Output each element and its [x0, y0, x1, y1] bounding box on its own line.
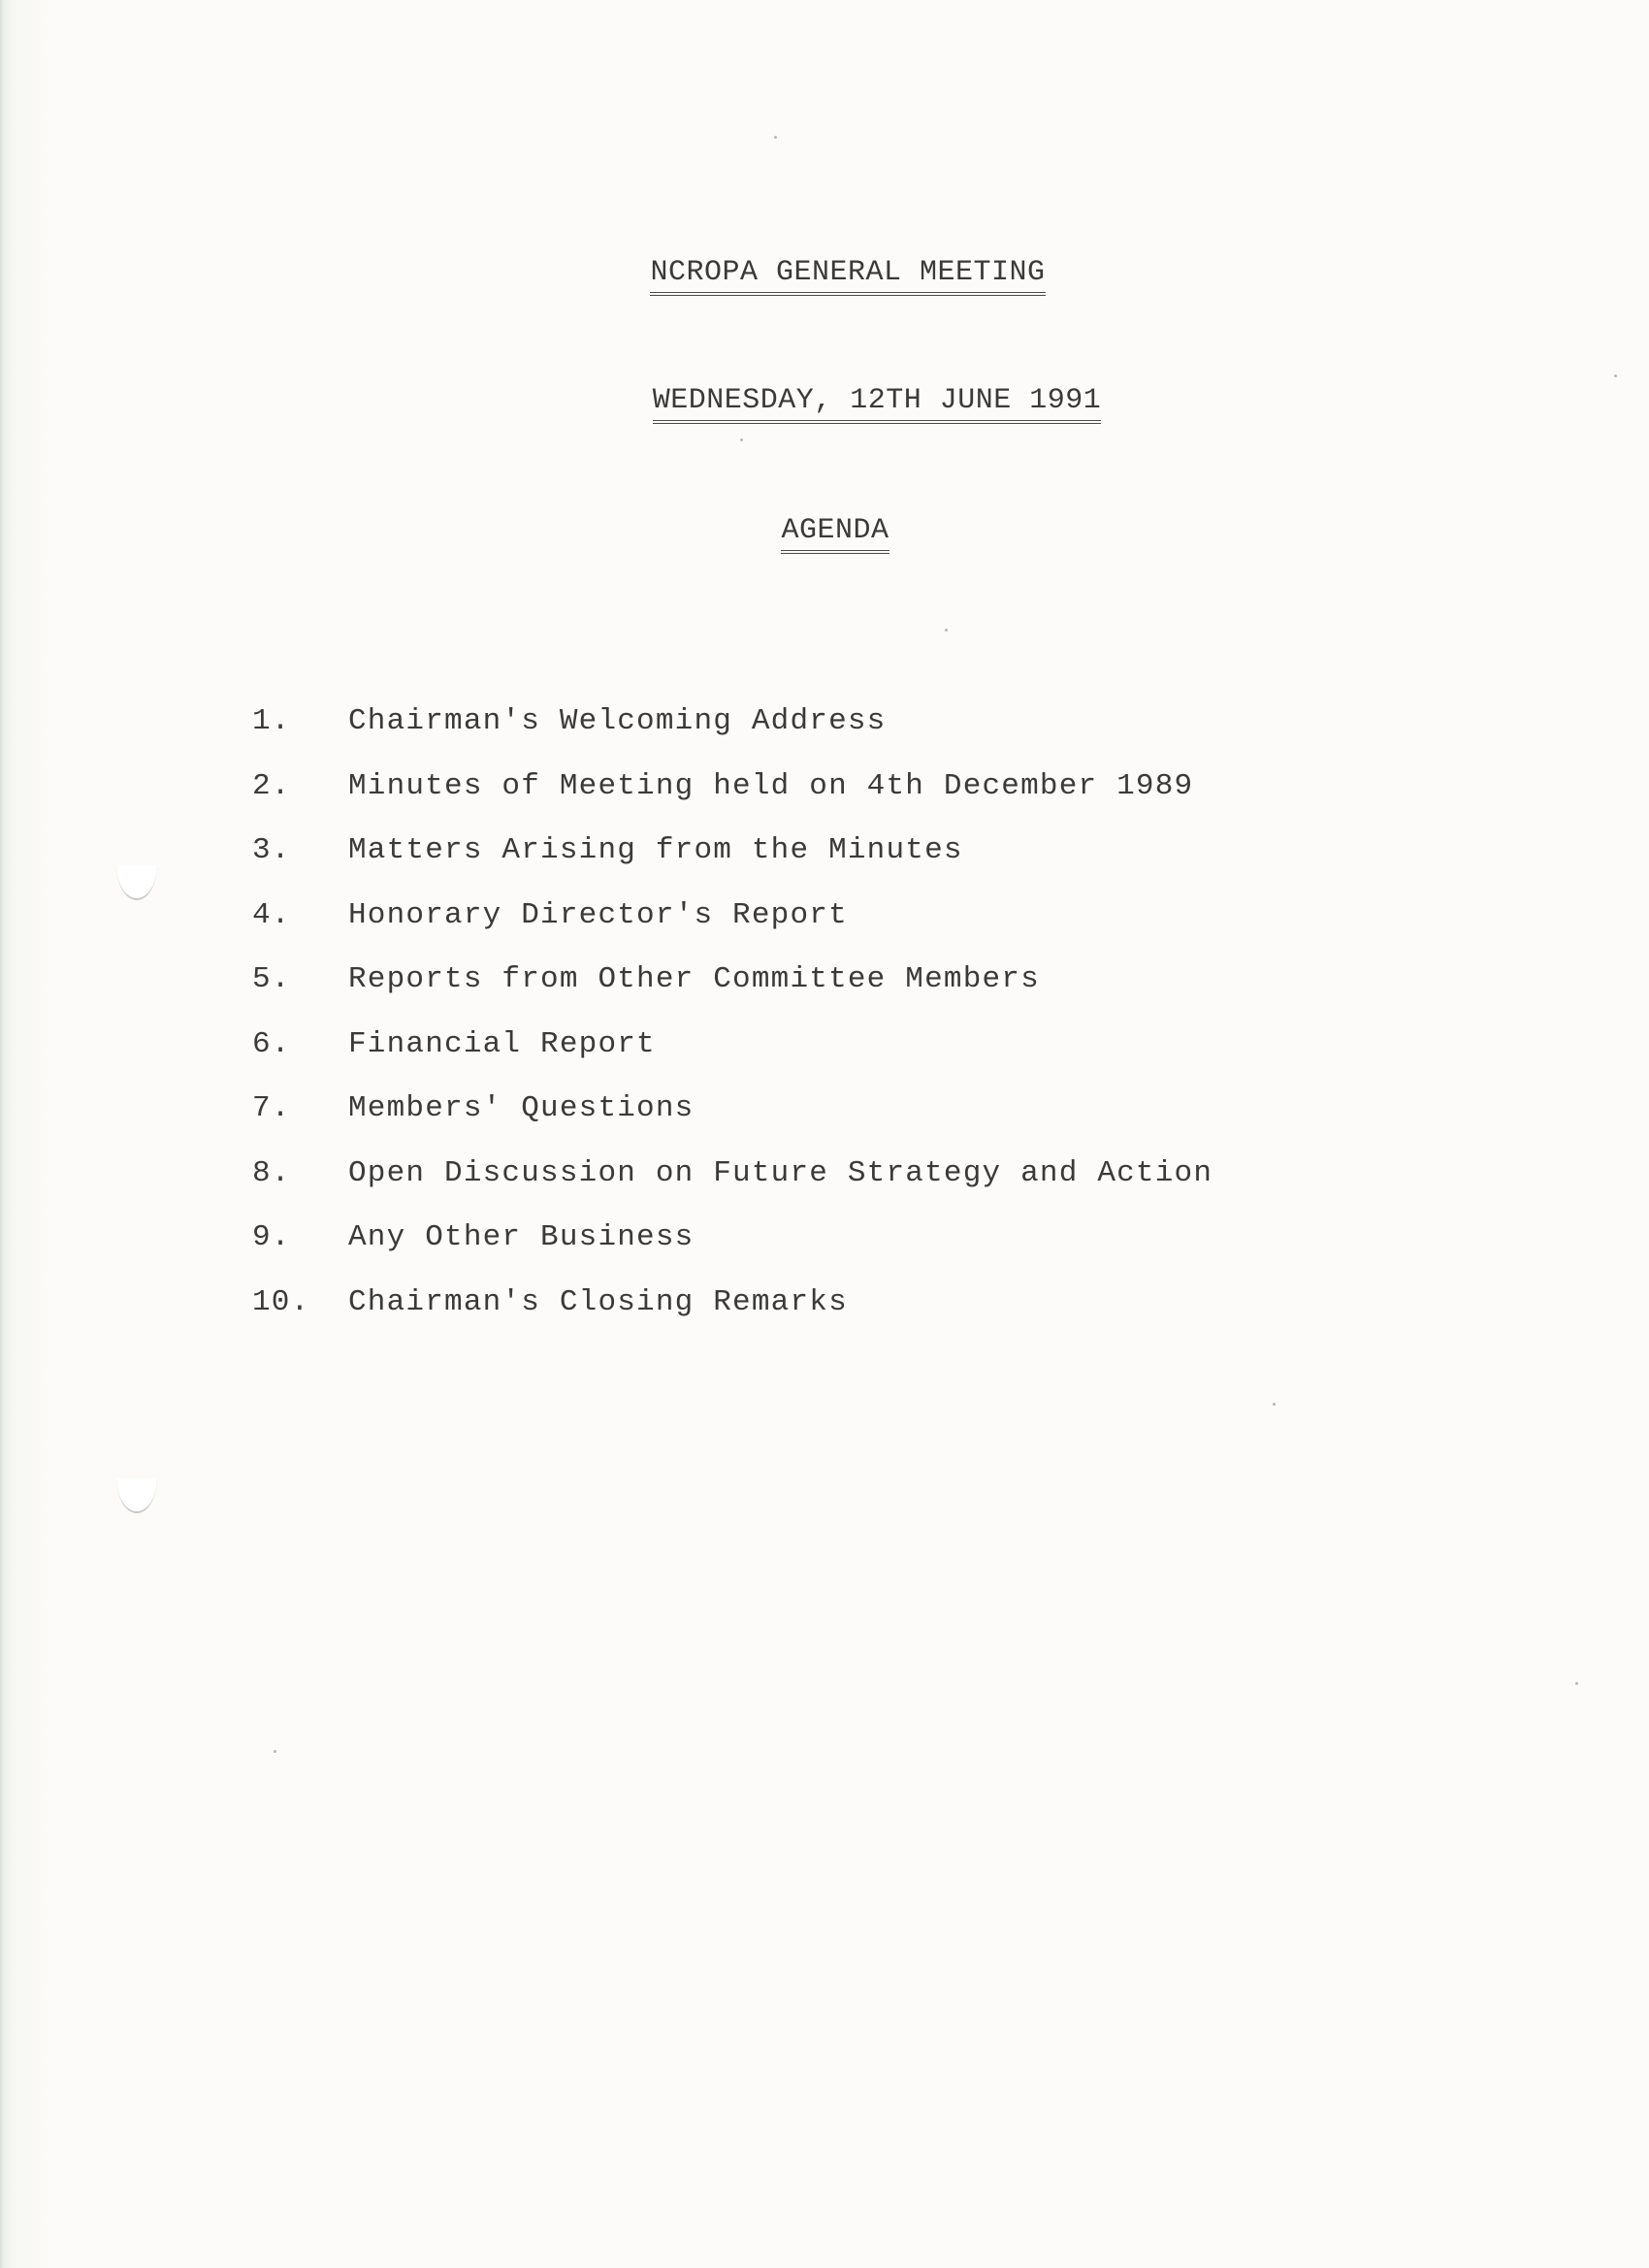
agenda-heading [47, 514, 1649, 554]
agenda-item-text: Any Other Business [348, 1220, 695, 1254]
agenda-item-text: Financial Report [348, 1026, 656, 1061]
agenda-item-number: 6. [252, 1026, 291, 1061]
agenda-item-text: Members' Questions [348, 1091, 695, 1125]
paper-speck [740, 438, 743, 441]
paper-speck [774, 136, 777, 139]
meeting-title [47, 256, 1649, 296]
agenda-item [252, 1156, 1212, 1221]
agenda-item-text: Chairman's Closing Remarks [348, 1284, 848, 1319]
agenda-item-number: 4. [252, 897, 291, 932]
agenda-item-number: 10. [252, 1284, 310, 1319]
agenda-item-text: Honorary Director's Report [348, 897, 848, 932]
agenda-item-text: Reports from Other Committee Members [348, 962, 1040, 996]
agenda-item-number: 5. [252, 962, 291, 996]
paper-speck [1614, 374, 1617, 377]
agenda-page [47, 0, 1649, 2268]
meeting-title-text: NCROPA GENERAL MEETING [650, 256, 1045, 296]
meeting-date-text: WEDNESDAY, 12TH JUNE 1991 [653, 384, 1102, 424]
agenda-item-number: 2. [252, 768, 291, 803]
agenda-item-number: 1. [252, 704, 291, 738]
agenda-item-text: Matters Arising from the Minutes [348, 833, 963, 867]
paper-speck [1575, 1682, 1578, 1685]
agenda-item-number: 3. [252, 833, 291, 867]
agenda-heading-text: AGENDA [781, 514, 889, 554]
paper-speck [274, 1750, 276, 1753]
agenda-item [252, 769, 1212, 834]
agenda-item-number: 7. [252, 1091, 291, 1125]
paper-speck [945, 629, 948, 632]
agenda-item [252, 1285, 1212, 1350]
agenda-item [252, 1027, 1212, 1092]
agenda-item [252, 962, 1212, 1027]
agenda-item-text: Open Discussion on Future Strategy and Action [348, 1155, 1213, 1190]
agenda-item [252, 898, 1212, 963]
scan-edge [0, 0, 47, 2268]
agenda-item-text: Minutes of Meeting held on 4th December 1989 [348, 768, 1194, 803]
agenda-item-number: 8. [252, 1155, 291, 1190]
paper-speck [1273, 1403, 1276, 1406]
agenda-item-text: Chairman's Welcoming Address [348, 704, 887, 738]
agenda-item [252, 833, 1212, 898]
agenda-item-number: 9. [252, 1220, 291, 1254]
agenda-item [252, 1220, 1212, 1285]
agenda-item [252, 1091, 1212, 1156]
agenda-item [252, 704, 1212, 769]
meeting-date [47, 384, 1649, 424]
agenda-list [252, 704, 1212, 1349]
